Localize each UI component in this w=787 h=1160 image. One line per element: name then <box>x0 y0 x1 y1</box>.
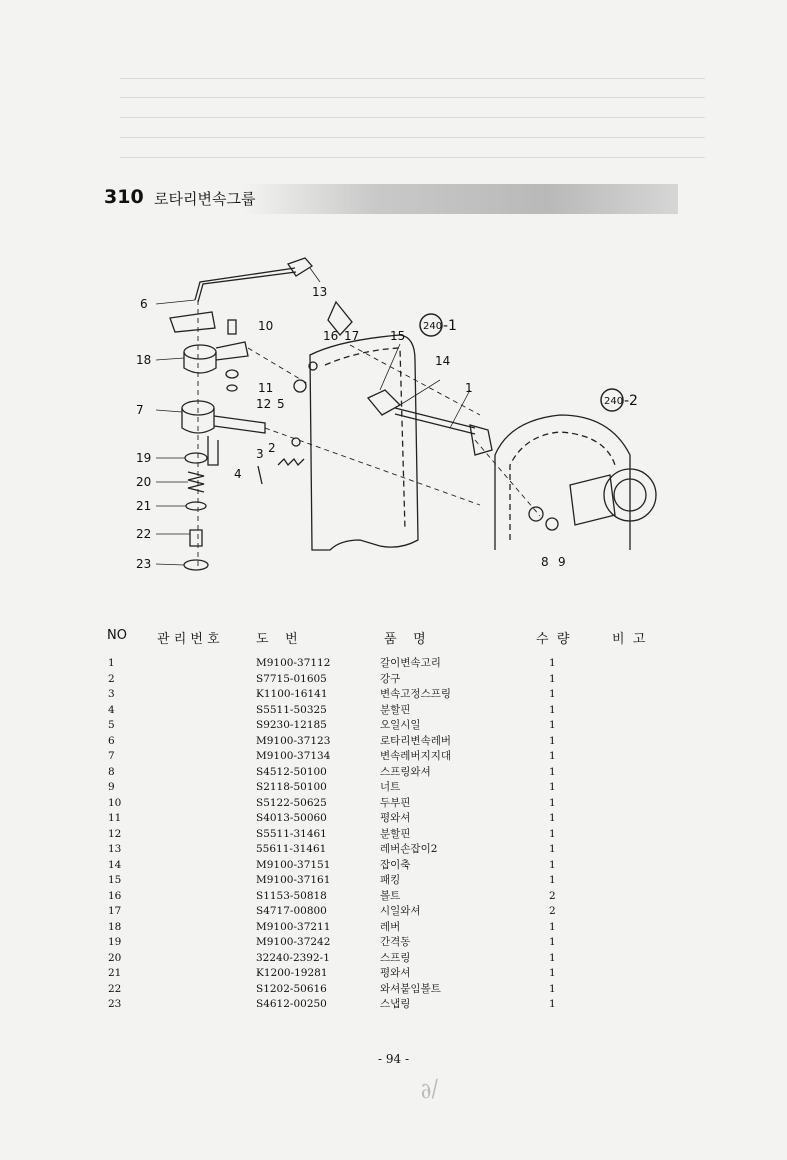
callout-9: 9 <box>558 555 566 569</box>
callout-21: 21 <box>136 499 152 513</box>
cell-code: M9100-37112 <box>256 657 331 669</box>
cell-code: K1200-19281 <box>256 967 328 979</box>
cell-code: S5122-50625 <box>256 796 327 809</box>
callout-19: 19 <box>136 451 152 465</box>
cell-code: 55611-31461 <box>256 843 327 855</box>
ref-240-1-circle: 240 <box>423 321 443 332</box>
table-row <box>104 920 684 936</box>
callout-16: 16 <box>323 329 339 343</box>
table-row <box>104 780 684 796</box>
cell-no: 4 <box>108 703 115 716</box>
table-row <box>104 811 684 827</box>
cell-name: 패킹 <box>380 874 401 886</box>
callout-2: 2 <box>268 441 276 455</box>
section-number: 310 <box>104 186 144 208</box>
cell-qty: 1 <box>549 657 556 669</box>
cell-name: 평와셔 <box>380 812 411 824</box>
col-header-mgmt: 관 리 번 호 <box>157 632 220 647</box>
cell-qty: 1 <box>549 858 556 871</box>
cell-code: S4717-00800 <box>256 905 327 917</box>
cell-qty: 1 <box>549 781 556 793</box>
cell-code: M9100-37151 <box>256 858 331 871</box>
table-row <box>104 889 684 905</box>
cell-code: S9230-12185 <box>256 719 327 731</box>
cell-code: M9100-37123 <box>256 734 331 747</box>
col-header-no: NO <box>107 628 127 643</box>
callout-18: 18 <box>136 353 152 367</box>
cell-no: 14 <box>108 858 122 871</box>
table-row <box>104 966 684 982</box>
section-header <box>104 184 678 214</box>
callout-7: 7 <box>136 403 144 417</box>
cell-no: 2 <box>108 672 115 685</box>
ref-240-2-suffix: -2 <box>624 393 638 409</box>
cell-name: 분할핀 <box>380 703 411 716</box>
cell-code: M9100-37134 <box>256 750 331 762</box>
cell-code: S4512-50100 <box>256 765 327 778</box>
callout-17: 17 <box>344 329 360 343</box>
cell-no: 8 <box>108 765 115 778</box>
cell-no: 13 <box>108 843 122 855</box>
cell-name: 볼트 <box>380 889 401 902</box>
cell-name: 두부핀 <box>380 796 411 809</box>
cell-code: S5511-31461 <box>256 827 327 840</box>
callout-10: 10 <box>258 319 274 333</box>
col-header-note: 비 고 <box>612 632 646 647</box>
cell-name: 너트 <box>380 781 401 793</box>
callout-3: 3 <box>256 447 264 461</box>
cell-qty: 1 <box>549 688 556 700</box>
table-row <box>104 858 684 874</box>
cell-qty: 1 <box>549 951 556 964</box>
cell-name: 오일시일 <box>380 719 421 731</box>
cell-qty: 1 <box>549 672 556 685</box>
cell-name: 스프링 <box>380 951 411 964</box>
callout-15: 15 <box>390 329 406 343</box>
cell-no: 23 <box>108 998 122 1010</box>
table-row <box>104 827 684 843</box>
cell-code: S4013-50060 <box>256 812 327 824</box>
cell-no: 11 <box>108 812 122 824</box>
cell-qty: 1 <box>549 765 556 778</box>
cell-no: 18 <box>108 920 122 933</box>
page-number: - 94 - <box>377 1052 409 1066</box>
cell-no: 10 <box>108 796 122 809</box>
cell-qty: 1 <box>549 796 556 809</box>
callout-20: 20 <box>136 475 152 489</box>
section-title: 로타리변속그룹 <box>154 190 256 208</box>
callout-11: 11 <box>258 381 274 395</box>
table-row <box>104 718 684 734</box>
cell-no: 1 <box>108 657 115 669</box>
table-row <box>104 672 684 688</box>
table-row <box>104 796 684 812</box>
table-row <box>104 935 684 951</box>
callout-8: 8 <box>541 555 549 569</box>
ref-240-1-suffix: -1 <box>443 318 457 334</box>
cell-code: K1100-16141 <box>256 688 328 700</box>
ref-240-2-circle: 240 <box>604 396 624 407</box>
cell-code: S7715-01605 <box>256 672 327 685</box>
table-row <box>104 842 684 858</box>
header-gradient-bar <box>244 184 678 214</box>
cell-no: 20 <box>108 951 122 964</box>
cell-no: 21 <box>108 967 122 979</box>
cell-name: 간격동 <box>380 936 411 948</box>
cell-name: 시일와셔 <box>380 905 421 917</box>
cell-name: 평와셔 <box>380 967 411 979</box>
cell-code: S1153-50818 <box>256 889 327 902</box>
cell-no: 6 <box>108 734 115 747</box>
cell-code: 32240-2392-1 <box>256 951 330 964</box>
table-row <box>104 873 684 889</box>
cell-no: 9 <box>108 781 115 793</box>
cell-no: 7 <box>108 750 115 762</box>
table-row <box>104 904 684 920</box>
callout-4: 4 <box>234 467 242 481</box>
callout-5: 5 <box>277 397 285 411</box>
cell-qty: 1 <box>549 734 556 747</box>
col-header-code: 도 번 <box>256 632 298 647</box>
callout-12: 12 <box>256 397 272 411</box>
cell-qty: 1 <box>549 920 556 933</box>
cell-code: S2118-50100 <box>256 781 327 793</box>
callout-22: 22 <box>136 527 152 541</box>
cell-no: 16 <box>108 889 122 902</box>
cell-qty: 1 <box>549 719 556 731</box>
cell-qty: 1 <box>549 936 556 948</box>
callout-14: 14 <box>435 354 451 368</box>
cell-name: 변속레버지지대 <box>380 750 452 762</box>
cell-qty: 1 <box>549 998 556 1010</box>
cell-name: 레버 <box>380 920 401 933</box>
cell-no: 3 <box>108 688 115 700</box>
cell-no: 17 <box>108 905 122 917</box>
cell-qty: 1 <box>549 750 556 762</box>
parts-table <box>104 656 684 1013</box>
cell-name: 잡이축 <box>380 858 411 871</box>
cell-name: 강구 <box>380 672 401 685</box>
callout-6: 6 <box>140 297 148 311</box>
cell-no: 5 <box>108 719 115 731</box>
exploded-parts-diagram <box>100 240 700 580</box>
cell-no: 19 <box>108 936 122 948</box>
callout-13: 13 <box>312 285 328 299</box>
col-header-name: 품 명 <box>384 632 426 647</box>
cell-code: S4612-00250 <box>256 998 327 1010</box>
bleed-through-table <box>120 78 705 179</box>
cell-qty: 2 <box>549 889 556 902</box>
table-row <box>104 982 684 998</box>
cell-qty: 1 <box>549 812 556 824</box>
cell-qty: 1 <box>549 874 556 886</box>
cell-name: 스프링와셔 <box>380 765 431 778</box>
table-row <box>104 951 684 967</box>
cell-qty: 1 <box>549 827 556 840</box>
cell-no: 22 <box>108 982 122 995</box>
col-header-qty: 수 량 <box>536 632 570 647</box>
table-row <box>104 734 684 750</box>
table-row <box>104 749 684 765</box>
cell-no: 12 <box>108 827 122 840</box>
cell-name: 갈이변속고리 <box>380 657 441 669</box>
cell-name: 레버손잡이2 <box>380 843 438 855</box>
handwritten-mark: ∂/ <box>417 1076 442 1105</box>
cell-code: M9100-37211 <box>256 920 331 933</box>
table-row <box>104 687 684 703</box>
cell-name: 변속고정스프링 <box>380 688 452 700</box>
cell-name: 분할핀 <box>380 827 411 840</box>
table-row <box>104 997 684 1013</box>
table-row <box>104 656 684 672</box>
cell-code: M9100-37242 <box>256 936 331 948</box>
cell-qty: 1 <box>549 843 556 855</box>
cell-name: 와셔붙임볼트 <box>380 982 441 995</box>
table-row <box>104 765 684 781</box>
table-row <box>104 703 684 719</box>
cell-code: S1202-50616 <box>256 982 327 995</box>
callout-1: 1 <box>465 381 473 395</box>
callout-23: 23 <box>136 557 152 571</box>
cell-code: S5511-50325 <box>256 703 327 716</box>
cell-no: 15 <box>108 874 122 886</box>
cell-qty: 1 <box>549 703 556 716</box>
cell-qty: 2 <box>549 905 556 917</box>
cell-name: 스냅링 <box>380 998 411 1010</box>
cell-qty: 1 <box>549 982 556 995</box>
cell-name: 로타리변속레버 <box>380 734 452 747</box>
cell-qty: 1 <box>549 967 556 979</box>
cell-code: M9100-37161 <box>256 874 331 886</box>
